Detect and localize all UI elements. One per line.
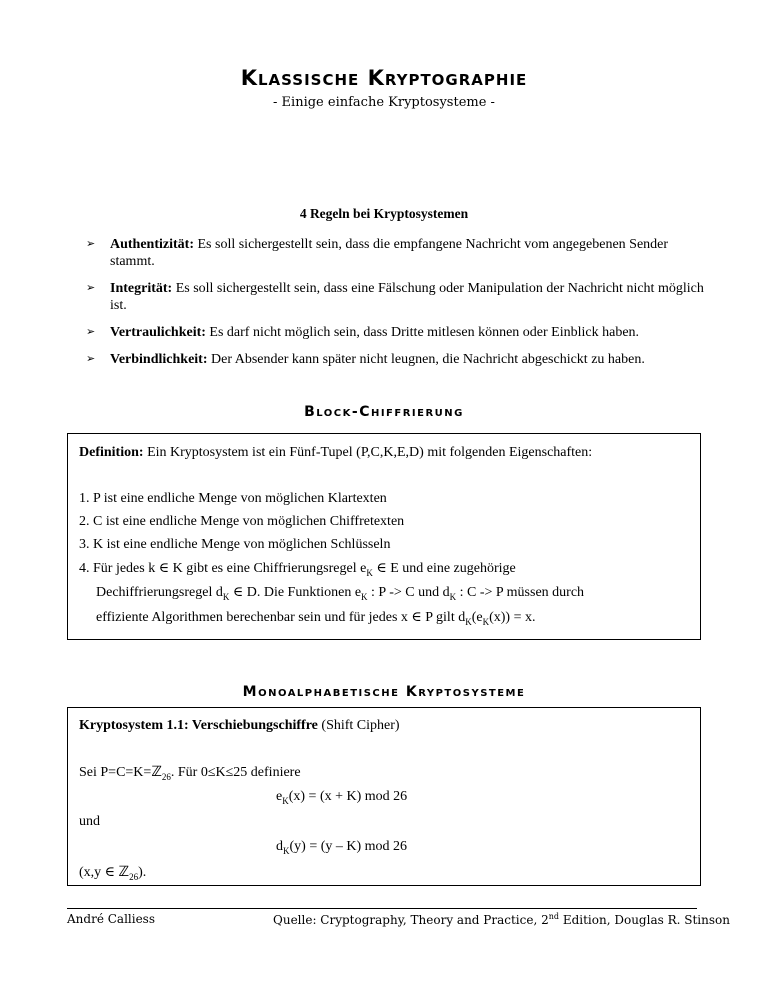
- footer-source: [273, 912, 730, 927]
- text-span: d: [276, 839, 283, 854]
- definition-item-1: 1. P ist eine endliche Menge von möglichen Klartexten: [79, 491, 387, 506]
- list-item: [86, 351, 706, 368]
- footer-divider: [67, 908, 697, 909]
- text-span: ∈ E und eine zugehörige: [372, 561, 516, 576]
- subscript: K: [449, 591, 457, 602]
- subscript: K: [465, 616, 472, 627]
- rules-heading: 4 Regeln bei Kryptosystemen: [299, 206, 469, 221]
- arrowhead-bullet-icon: ➢: [86, 326, 96, 338]
- subscript: K: [282, 795, 289, 806]
- encryption-formula: [276, 789, 407, 806]
- text-span: Sei P=C=K=: [79, 765, 152, 780]
- system-extra: (Shift Cipher): [317, 718, 400, 733]
- text-span: (y) = (y – K) mod 26: [289, 839, 408, 854]
- text-span: (x) = (x + K) mod 26: [288, 789, 408, 804]
- arrowhead-bullet-icon: ➢: [86, 282, 96, 294]
- integers-symbol: ℤ: [151, 764, 162, 780]
- superscript: nd: [548, 912, 560, 921]
- integers-symbol: ℤ: [118, 864, 130, 880]
- text-span: (x,y ∈: [79, 865, 119, 880]
- page-title: Klassische Kryptographie: [240, 66, 528, 90]
- shift-cipher-box: [67, 707, 701, 886]
- definition-term: Definition:: [79, 445, 144, 460]
- text-span: ∈ D. Die Funktionen e: [229, 585, 362, 600]
- text-span: effiziente Algorithmen berechenbar sein und für jedes x ∈ P gilt d: [96, 610, 466, 625]
- block-cipher-heading: Block-Chiffrierung: [304, 404, 464, 420]
- rule-text: Es darf nicht möglich sein, dass Dritte mitlesen können oder Einblick haben.: [205, 325, 640, 340]
- subscript: K: [482, 616, 490, 627]
- text-span: 4. Für jedes k ∈ K gibt es eine Chiffrierungsregel e: [79, 561, 367, 576]
- rule-term: Vertraulichkeit:: [110, 325, 206, 340]
- text-span: Edition, Douglas R. Stinson: [559, 913, 730, 927]
- rule-term: Integrität:: [110, 281, 173, 296]
- system-last-line: [79, 864, 146, 882]
- text-span: e: [276, 789, 283, 804]
- text-span: ).: [138, 865, 147, 880]
- list-item: [86, 324, 706, 341]
- system-line-1: [79, 764, 301, 782]
- text-span: (e: [471, 610, 483, 625]
- text-span: . Für 0≤K≤25 definiere: [170, 765, 301, 780]
- subscript: K: [366, 567, 373, 578]
- text-span: (x)) = x.: [489, 610, 536, 625]
- system-term: Kryptosystem 1.1: Verschiebungschiffre: [79, 718, 318, 733]
- definition-item-4-line-1: [79, 560, 516, 578]
- rule-text: Es soll sichergestellt sein, dass die empfangene Nachricht vom angegebenen Sender stammt.: [110, 237, 669, 269]
- definition-box: [67, 433, 701, 640]
- definition-item-3: 3. K ist eine endliche Menge von möglichen Schlüsseln: [79, 537, 391, 552]
- text-span: Dechiffrierungsregel d: [96, 585, 223, 600]
- arrowhead-bullet-icon: ➢: [86, 353, 96, 365]
- rule-text: Es soll sichergestellt sein, dass eine Fälschung oder Manipulation der Nachricht nicht möglich ist.: [110, 281, 704, 313]
- subscript: 26: [129, 871, 139, 882]
- rule-text: Der Absender kann später nicht leugnen, die Nachricht abgeschickt zu haben.: [207, 352, 645, 367]
- text-span: : P -> C und d: [367, 585, 450, 600]
- definition-item-4-line-2: [96, 584, 584, 602]
- system-title: [79, 718, 400, 734]
- definition-line: [79, 445, 592, 461]
- text-span: : C -> P müssen durch: [456, 585, 585, 600]
- list-item: [86, 236, 706, 270]
- page-subtitle: - Einige einfache Kryptosysteme -: [273, 95, 495, 110]
- monoalphabetic-heading: Monoalphabetische Kryptosysteme: [242, 684, 526, 700]
- subscript: K: [283, 845, 290, 856]
- definition-text: Ein Kryptosystem ist ein Fünf-Tupel (P,C,K,E,D) mit folgenden Eigenschaften:: [143, 445, 593, 460]
- definition-item-4-line-3: [96, 609, 535, 627]
- rule-term: Verbindlichkeit:: [110, 352, 208, 367]
- definition-item-2: 2. C ist eine endliche Menge von möglichen Chiffretexten: [79, 514, 405, 529]
- subscript: K: [361, 591, 368, 602]
- rules-list: [86, 236, 706, 378]
- text-span: Quelle: Cryptography, Theory and Practice, 2: [273, 913, 549, 927]
- rule-term: Authentizität:: [110, 237, 194, 252]
- subscript: 26: [161, 771, 171, 782]
- arrowhead-bullet-icon: ➢: [86, 238, 96, 250]
- footer-author: André Calliess: [67, 912, 155, 926]
- subscript: K: [222, 591, 230, 602]
- conjunction-und: und: [79, 814, 100, 829]
- list-item: [86, 280, 706, 314]
- decryption-formula: [276, 839, 407, 856]
